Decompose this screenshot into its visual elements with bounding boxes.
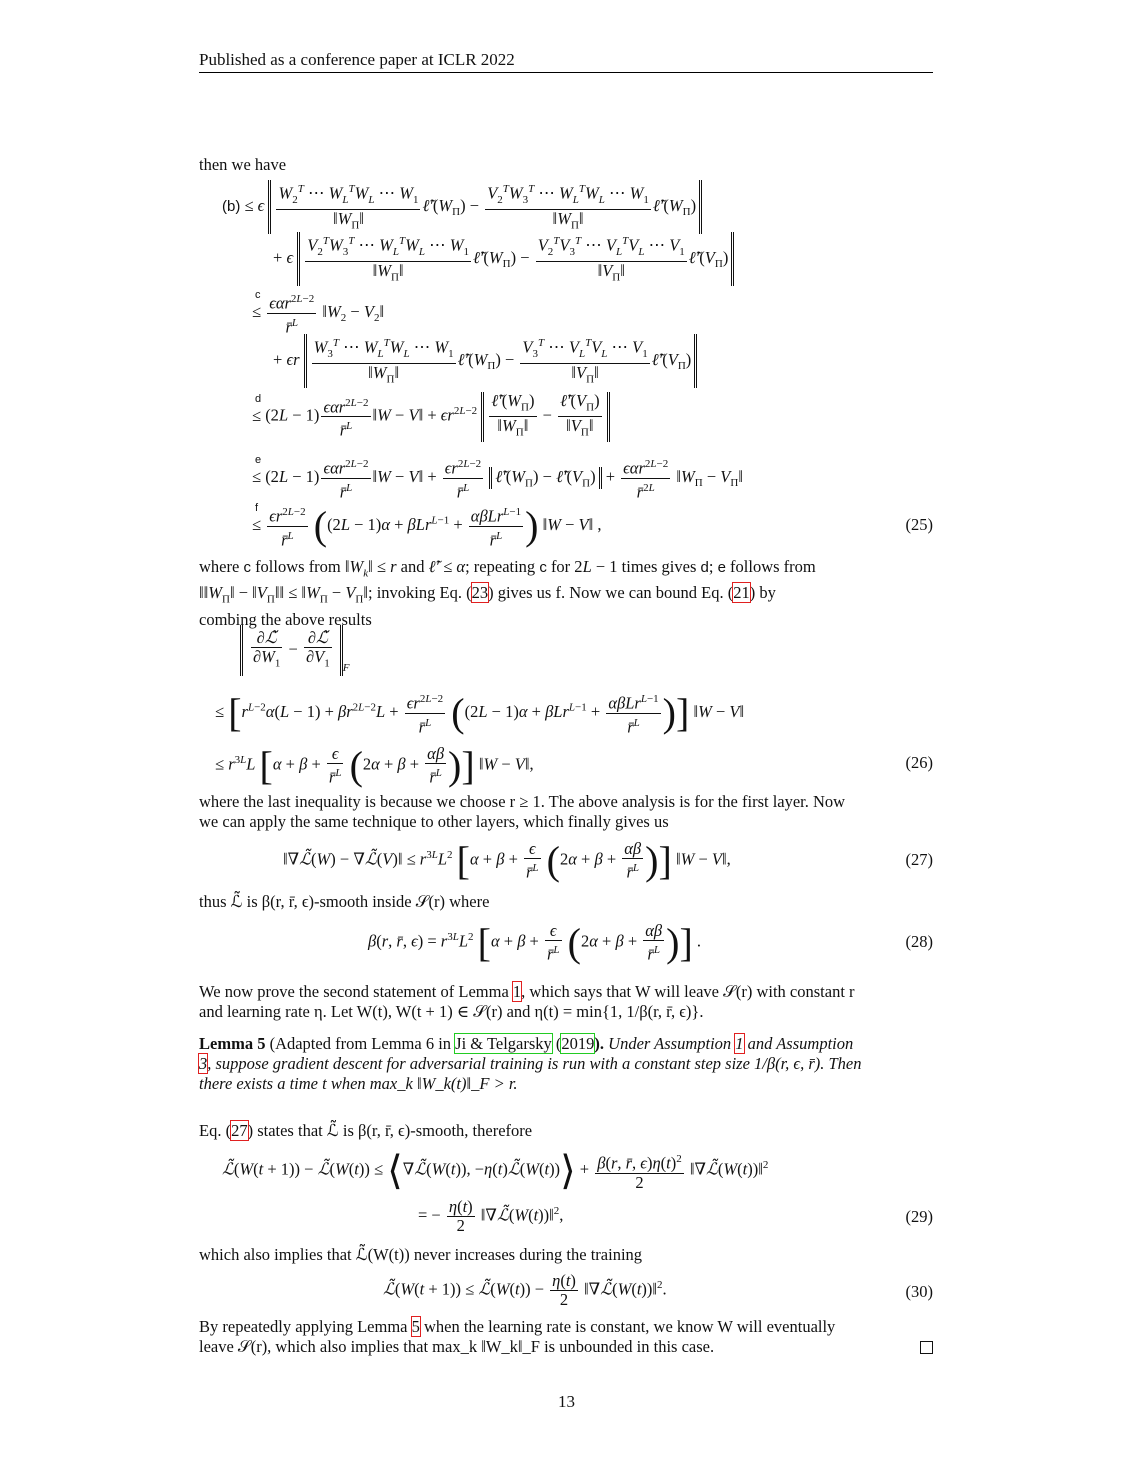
equation-26-line3: ≤ $r^{3L}L$ [α + β + $\frac{\epsilon}{r̄^L}$ (2α + β + $\frac{\alpha\beta}{r̄^L}$ )] ‖W − V‖, <box>215 742 534 788</box>
equation-29-line2: = − $\frac{\eta(t)}{2}$ ‖∇ℒ̃(W(t))‖$^2$, <box>418 1197 564 1235</box>
equation-f: f ≤ $\frac{\epsilon r^{2L-2}}{r̄^L}$ ((2L − 1)α + βLr$^{L-1}$ + $\frac{\alpha\beta Lr^{L-1}}{r̄^L}$ ) ‖W − V‖ , <box>252 501 602 549</box>
equation-number-29: (29) <box>905 1207 933 1226</box>
paragraph-eq27-states: Eq. (27) states that ℒ̃ is β(r, r̄, ϵ)-smooth, therefore <box>199 1121 533 1140</box>
equation-28: β(r, r̄, $\epsilon) = r^{3L}L^2$ [α + β + $\frac{\epsilon}{r̄^L}$ (2α + β + $\frac{\alpha\beta}{r̄^L}$ )] . <box>368 919 702 965</box>
equation-b-line2: + ϵ $\frac{V_2^TW_3^T \cdots W_L^TW_L \cdots W_1}{‖W_\Pi‖}$ $\ell̃'(W_\Pi)$ − $\frac{V_2^TV_3^T \cdots V_L^TV_L \cdots V_1}{‖V_\Pi‖}$ $\ell̃'(V_\Pi)$ <box>273 232 734 286</box>
equation-d: d ≤ (2L − 1) $\frac{\epsilon\alpha r^{2L-2}}{r̄^L}$ ‖W − V‖ + $\epsilon r^{2L-2}$ $\frac{\ell̃'(W_\Pi)}{‖W_\Pi‖}$ − $\frac{\ell̃'(V_\Pi)}{‖V_\Pi‖}$ <box>252 392 610 442</box>
eq-ref-21[interactable]: 21 <box>733 583 750 603</box>
qed-square-icon <box>920 1341 933 1354</box>
equation-number-28: (28) <box>905 932 933 951</box>
equation-number-27: (27) <box>905 850 933 869</box>
equation-26-line2: ≤ [$r^{L-2}\alpha(L - 1) + \beta r^{2L-2}L$ + $\frac{\epsilon r^{2L-2}}{r̄^L}$ ((2L − 1)α + βLr$^{L-1}$ + $\frac{\alpha\beta Lr^{L-1}}{r̄^L}$ )] ‖W − V‖ <box>215 690 745 736</box>
equation-c-line1: c ≤ $\frac{\epsilon\alpha r^{2L-2}}{r̄^L}$ $‖W_2$ − $V_2‖$ <box>252 288 385 336</box>
lemma-ref-1[interactable]: 1 <box>512 982 522 1001</box>
equation-27: ‖∇ℒ̃(W) − ∇ℒ̃(V)‖ ≤ $r^{3L}L^2$ [α + β + $\frac{\epsilon}{r̄^L}$ (2α + β + $\frac{\alpha\beta}{r̄^L}$ )] ‖W − V‖, <box>283 837 731 883</box>
paragraph-second-statement: We now prove the second statement of Lemma 1, which says that W will leave 𝒮(r) with constant r and learning rate η. Let W(t), W(t + 1) ∈ 𝒮(r) and η(t) = min{1, 1/β(r, r̄, ϵ)}. <box>199 982 855 1021</box>
lemma-ref-5[interactable]: 5 <box>411 1317 420 1336</box>
equation-c-line2: + ϵr $\frac{W_3^T \cdots W_L^TW_L \cdots W_1}{‖W_\Pi‖}$ $\ell̃'(W_\Pi)$ − $\frac{V_3^T \cdots V_L^TV_L \cdots V_1}{‖V_\Pi‖}$ $\ell̃'(V_\Pi)$ <box>273 334 697 388</box>
paragraph-conclusion: By repeatedly applying Lemma 5 when the learning rate is constant, we know W will eventually leave 𝒮(r), which also implies that max_k ‖W_k‖_F is unbounded in this case. <box>199 1317 933 1357</box>
assumption-ref-1[interactable]: 1 <box>735 1034 744 1053</box>
equation-e: e ≤ (2L − 1) $\frac{\epsilon\alpha r^{2L-2}}{r̄^L}$ ‖W − V‖ + $\frac{\epsilon r^{2L-2}}{r̄^L}$ $\ell̃'(W_\Pi)$ − $\ell̃'(V_\Pi)$ + $\frac{\epsilon\alpha r^{2L-2}}{r̄^{2L}}$ $‖W_\Pi$ − $V_\Pi‖$ <box>252 453 743 501</box>
paragraph-then-we-have: then we have <box>199 155 287 174</box>
equation-b-line1: (b) ≤ ϵ $\frac{W_2^T \cdots W_L^TW_L \cdots W_1}{‖W_\Pi‖}$ $\ell̃'(W_\Pi)$ − $\frac{V_2^TW_3^T \cdots W_L^TW_L \cdots W_1}{‖W_\Pi‖}$ $\ell̃'(W_\Pi)$ <box>222 180 702 234</box>
eq-ref-27[interactable]: 27 <box>231 1121 248 1140</box>
page-number: 13 <box>558 1392 575 1411</box>
citation-year-2019[interactable]: 2019 <box>561 1034 595 1053</box>
equation-26-lhs: $\frac{\text{∂ℒ̃}}{\partial W_1}$ − $\frac{\text{∂ℒ̃}}{\partial V_1}$ $_F$ <box>240 625 349 676</box>
running-header: Published as a conference paper at ICLR 2022 <box>199 50 515 69</box>
paragraph-never-increases: which also implies that ℒ̃(W(t)) never increases during the training <box>199 1245 643 1264</box>
lemma-5: Lemma 5 (Adapted from Lemma 6 in Ji & Telgarsky (2019). Under Assumption 1 and Assumption 3, suppose gradient descent for adversarial training is run with a constant step size 1/β(r, ϵ, r̄). Then there exists a time t when max_k ‖W_k(t)‖_F > r. <box>199 1034 862 1093</box>
lemma-title: Lemma 5 <box>199 1034 266 1053</box>
eq-ref-23[interactable]: 23 <box>471 583 489 603</box>
header-rule <box>199 72 933 73</box>
equation-29-line1: ℒ̃(W(t + 1)) − ℒ̃(W(t)) ≤ ⟨∇ℒ̃(W(t)), −η(t)ℒ̃(W(t))⟩ + $\frac{\beta(r, r̄, \epsilon)\eta(t)^2}{2}$ ‖∇ℒ̃(W(t))‖$^2$ <box>222 1147 769 1193</box>
equation-number-26: (26) <box>905 753 933 772</box>
equation-30: ℒ̃(W(t + 1)) ≤ ℒ̃(W(t)) − $\frac{\eta(t)}{2}$ ‖∇ℒ̃(W(t))‖$^2$. <box>383 1271 667 1309</box>
paragraph-first-layer: where the last inequality is because we choose r ≥ 1. The above analysis is for the first layer. Now we can apply the same technique to other layers, which finally gives us <box>199 792 846 831</box>
paragraph-explanation: where c follows from $‖W_k‖ \le r$ and ℓ̃′ ≤ α; repeating c for 2L − 1 times gives d; e follows from $‖‖W_\Pi‖$ − $‖V_\Pi‖‖$ ≤ $‖W_\Pi$ − $V_\Pi‖$; invoking Eq. (23) gives us f. Now we can bound Eq. (21) by combing the above results <box>199 557 816 629</box>
citation-ji-telgarsky[interactable]: Ji & Telgarsky <box>455 1034 552 1053</box>
assumption-ref-3[interactable]: 3 <box>199 1054 208 1073</box>
equation-number-25: (25) <box>905 515 933 534</box>
paragraph-smooth: thus ℒ̃ is β(r, r̄, ϵ)-smooth inside 𝒮(r) where <box>199 892 490 911</box>
equation-number-30: (30) <box>905 1282 933 1301</box>
